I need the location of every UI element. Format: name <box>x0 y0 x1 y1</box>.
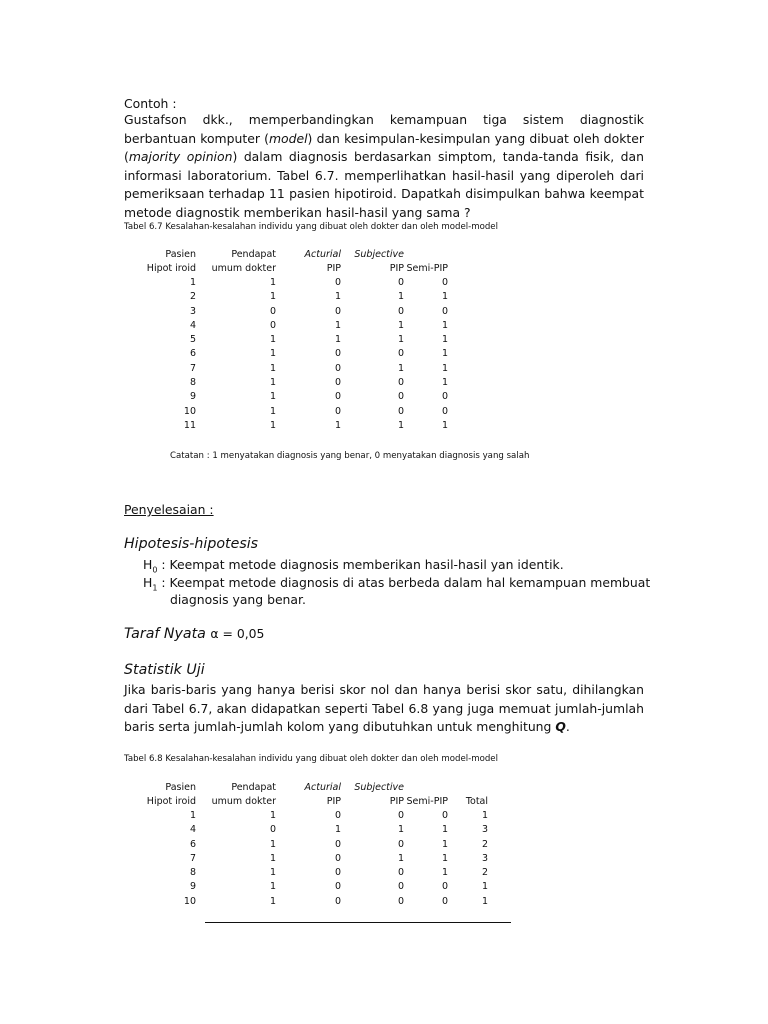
table67-caption: Tabel 6.7 Kesalahan-kesalahan individu yang dibuat oleh dokter dan oleh model-model <box>124 222 498 232</box>
header-cell: PIP <box>389 796 404 807</box>
header-cell: Pendapat <box>231 249 276 260</box>
header-cell: PIP <box>326 263 341 274</box>
table-row <box>122 290 448 304</box>
table-cell: 1 <box>441 348 448 360</box>
table-cell: 9 <box>189 391 196 403</box>
table-row <box>122 880 488 894</box>
table-cell: 1 <box>441 838 448 850</box>
table-cell: 0 <box>334 838 341 850</box>
header-cell: Subjective <box>354 782 404 793</box>
table68-header-bottom <box>122 795 488 809</box>
table-row <box>122 276 448 290</box>
table-cell: 1 <box>441 334 448 346</box>
table67-note: Catatan : 1 menyatakan diagnosis yang benar, 0 menyatakan diagnosis yang salah <box>170 451 530 461</box>
header-cell <box>404 248 448 262</box>
table-cell: 0 <box>397 867 404 879</box>
table-cell: 1 <box>481 881 488 893</box>
header-cell <box>404 781 448 795</box>
table-cell: 11 <box>183 419 196 431</box>
table-row <box>122 305 448 319</box>
table-cell: 1 <box>334 319 341 331</box>
table-cell: 6 <box>189 348 196 360</box>
header-cell: Hipot iroid <box>146 796 196 807</box>
table-cell: 1 <box>269 277 276 288</box>
table-cell: 1 <box>269 405 276 417</box>
table-cell: 7 <box>189 852 196 864</box>
table-cell: 1 <box>441 377 448 389</box>
table-cell: 1 <box>397 362 404 374</box>
table-cell: 1 <box>269 838 276 850</box>
table-cell: 1 <box>269 391 276 403</box>
table-row <box>122 838 488 852</box>
table-cell: 0 <box>334 881 341 893</box>
table-cell: 0 <box>441 305 448 317</box>
table-cell: 0 <box>441 810 448 821</box>
table-row <box>122 823 488 837</box>
table-cell: 1 <box>441 319 448 331</box>
table-cell: 6 <box>189 838 196 850</box>
table-cell: 3 <box>481 852 488 864</box>
table-cell: 8 <box>189 867 196 879</box>
table-cell: 1 <box>189 277 196 288</box>
table-cell: 1 <box>334 419 341 431</box>
table-cell: 1 <box>441 362 448 374</box>
solution-label: Penyelesaian : <box>124 502 214 517</box>
example-label: Contoh : <box>124 96 177 111</box>
table-cell: 2 <box>481 867 488 879</box>
table-cell: 0 <box>441 895 448 907</box>
table-row <box>122 347 448 361</box>
table-6-7 <box>122 248 448 433</box>
table-cell: 0 <box>397 377 404 389</box>
header-cell: Hipot iroid <box>146 263 196 274</box>
table-cell: 1 <box>269 334 276 346</box>
table-6-8 <box>122 781 488 909</box>
hypothesis-h1-continued: diagnosis yang benar. <box>170 592 306 607</box>
header-cell: Subjective <box>354 249 404 260</box>
table-cell: 0 <box>334 895 341 907</box>
table-cell: 0 <box>269 319 276 331</box>
header-cell: Semi-PIP <box>406 796 448 807</box>
header-cell <box>448 781 488 795</box>
alpha-symbol: α <box>210 626 219 641</box>
significance-level: Taraf Nyata α = 0,05 <box>124 626 265 642</box>
table-cell: 0 <box>397 881 404 893</box>
table-cell: 1 <box>397 319 404 331</box>
table-cell: 8 <box>189 377 196 389</box>
header-cell: Total <box>465 796 488 807</box>
table-cell: 0 <box>397 810 404 821</box>
table-cell: 1 <box>269 291 276 303</box>
header-cell: umum dokter <box>211 263 276 274</box>
table-cell: 3 <box>481 824 488 836</box>
header-cell: Pendapat <box>231 782 276 793</box>
table-cell: 1 <box>269 362 276 374</box>
table68-bottom-rule <box>205 922 511 923</box>
table-cell: 0 <box>397 405 404 417</box>
table-cell: 1 <box>441 824 448 836</box>
table-cell: 0 <box>397 895 404 907</box>
table-cell: 4 <box>189 319 196 331</box>
table-row <box>122 809 488 823</box>
header-cell: Pasien <box>165 782 196 793</box>
table-row <box>122 390 448 404</box>
table-cell: 10 <box>183 405 196 417</box>
table-cell: 1 <box>269 852 276 864</box>
table-cell: 0 <box>334 348 341 360</box>
table-cell: 1 <box>397 852 404 864</box>
header-cell: Acturial <box>304 249 341 260</box>
table-cell: 0 <box>269 305 276 317</box>
hypothesis-h1: $H_1$ : Keempat metode diagnosis di atas berbeda dalam hal kemampuan membuat <box>143 575 651 593</box>
table-cell: 1 <box>269 810 276 821</box>
table-cell: 1 <box>189 810 196 821</box>
table-cell: 1 <box>397 334 404 346</box>
table-row <box>122 895 488 909</box>
table-cell: 0 <box>441 391 448 403</box>
table-row <box>122 333 448 347</box>
table-cell: 3 <box>189 305 196 317</box>
table-cell: 0 <box>269 824 276 836</box>
table-cell: 0 <box>334 391 341 403</box>
table-cell: 1 <box>481 810 488 821</box>
table-cell: 1 <box>269 377 276 389</box>
table-cell: 1 <box>441 852 448 864</box>
table68-header-top <box>122 781 488 795</box>
table-cell: 1 <box>334 824 341 836</box>
table-cell: 1 <box>397 419 404 431</box>
table-row <box>122 866 488 880</box>
test-statistic-paragraph: Jika baris-baris yang hanya berisi skor nol dan hanya berisi skor satu, dihilangkan dari Tabel 6.7, akan didapatkan seperti Tabel 6.8 yang juga memuat jumlah-jumlah baris serta jumlah-jumlah kolom yang dibutuhkan untuk menghitung Q. <box>124 682 644 734</box>
table-cell: 2 <box>189 291 196 303</box>
table-cell: 0 <box>397 348 404 360</box>
table-cell: 1 <box>481 895 488 907</box>
table-cell: 0 <box>441 277 448 288</box>
example-paragraph: Gustafson dkk., memperbandingkan kemampuan tiga sistem diagnostik berbantuan komputer (model) dan kesimpulan-kesimpulan yang dibuat oleh dokter (majority opinion) dalam diagnosis berdasarkan simptom, tanda-tanda fisik, dan informasi laboratorium. Tabel 6.7. memperlihatkan hasil-hasil yang diperoleh dari pemeriksaan terhadap 11 pasien hipotiroid. Dapatkah disimpulkan bahwa keempat metode diagnostik memberikan hasil-hasil yang sama ? <box>124 112 644 220</box>
table-cell: 7 <box>189 362 196 374</box>
table-cell: 1 <box>334 291 341 303</box>
header-cell: PIP <box>326 796 341 807</box>
table-cell: 1 <box>269 867 276 879</box>
table-cell: 0 <box>334 852 341 864</box>
table-cell: 1 <box>441 419 448 431</box>
table-row <box>122 405 448 419</box>
table-cell: 1 <box>441 291 448 303</box>
table-cell: 1 <box>269 895 276 907</box>
table-cell: 0 <box>397 391 404 403</box>
hypothesis-h0: $H_0$ : Keempat metode diagnosis memberikan hasil-hasil yan identik. <box>143 557 564 575</box>
table-cell: 1 <box>269 348 276 360</box>
header-cell: Semi-PIP <box>406 263 448 274</box>
table-cell: 0 <box>334 377 341 389</box>
table-cell: 0 <box>334 810 341 821</box>
table-row <box>122 319 448 333</box>
table-cell: 1 <box>269 419 276 431</box>
table-cell: 2 <box>481 838 488 850</box>
table-cell: 1 <box>397 824 404 836</box>
table-cell: 0 <box>334 405 341 417</box>
table-row <box>122 419 448 433</box>
table-cell: 4 <box>189 824 196 836</box>
header-cell: PIP <box>389 263 404 274</box>
header-cell: Pasien <box>165 249 196 260</box>
header-cell: umum dokter <box>211 796 276 807</box>
table-cell: 5 <box>189 334 196 346</box>
table67-header-top <box>122 248 448 262</box>
table-cell: 0 <box>334 277 341 288</box>
table-cell: 9 <box>189 881 196 893</box>
table-cell: 0 <box>441 405 448 417</box>
table-row <box>122 362 448 376</box>
table-cell: 1 <box>269 881 276 893</box>
table-cell: 0 <box>397 838 404 850</box>
table-cell: 1 <box>397 291 404 303</box>
table-cell: 0 <box>334 867 341 879</box>
header-cell: Acturial <box>304 782 341 793</box>
table-cell: 10 <box>183 895 196 907</box>
table-row <box>122 852 488 866</box>
table-cell: 0 <box>397 277 404 288</box>
table-cell: 0 <box>397 305 404 317</box>
table67-header-bottom <box>122 262 448 276</box>
table-cell: 1 <box>441 867 448 879</box>
test-statistic-heading: Statistik Uji <box>124 662 205 678</box>
table68-caption: Tabel 6.8 Kesalahan-kesalahan individu yang dibuat oleh dokter dan oleh model-model <box>124 754 498 764</box>
table-cell: 0 <box>334 362 341 374</box>
hypothesis-heading: Hipotesis-hipotesis <box>124 536 259 552</box>
table-row <box>122 376 448 390</box>
table-cell: 1 <box>334 334 341 346</box>
table-cell: 0 <box>441 881 448 893</box>
table-cell: 0 <box>334 305 341 317</box>
